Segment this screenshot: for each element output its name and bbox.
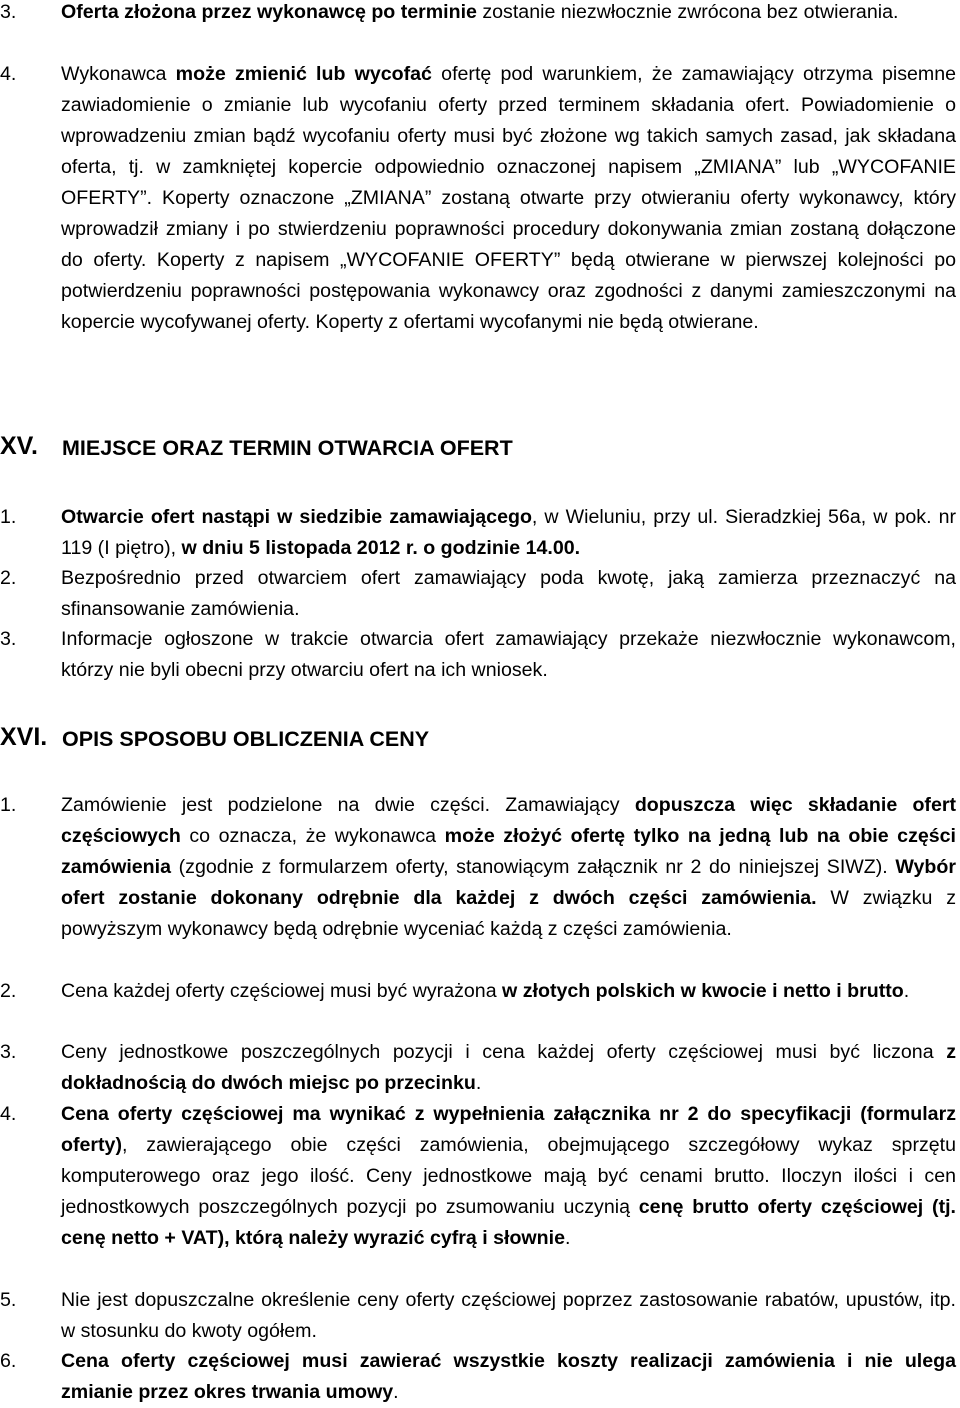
list-item-14-3 (0, 0, 956, 28)
list-item-16-1 (0, 790, 956, 945)
item-text: Wykonawca może zmienić lub wycofać ofertę pod warunkiem, że zamawiający otrzyma pisemne zawiadomienie o zmianie lub wycofaniu oferty przed terminem składania ofert. Powiadomienie o wprowadzeniu zmian bądź wycofaniu oferty musi być złożone wg takich samych zasad, jak składana oferta, tj. w zamkniętej kopercie odpowiednio oznaczonej napisem „ZMIANA” lub „WYCOFANIE OFERTY”. Koperty oznaczone „ZMIANA” zostaną otwarte przy otwieraniu oferty wykonawcy, który wprowadził zmiany i po stwierdzeniu poprawności procedury dokonywania zmian zostaną dołączone do oferty. Koperty z napisem „WYCOFANIE OFERTY” będą otwierane w pierwszej kolejności po potwierdzeniu poprawności postępowania wykonawcy oraz zgodności z danymi zamieszczonymi na kopercie wycofywanej oferty. Koperty z ofertami wycofanymi nie będą otwierane. (61, 63, 956, 333)
list-item-16-5 (0, 1285, 956, 1347)
item-text: Otwarcie ofert nastąpi w siedzibie zamawiającego, w Wieluniu, przy ul. Sieradzkiej 56a, w pok. nr 119 (I piętro), w dniu 5 listopada 2012 r. o godzinie 14.00. (61, 506, 956, 559)
item-text: Informacje ogłoszone w trakcie otwarcia ofert zamawiający przekaże niezwłocznie wykonawcom, którzy nie byli obecni przy otwarciu ofert na ich wniosek. (61, 628, 956, 681)
item-number: 3. (0, 1, 17, 23)
item-number: 1. (0, 794, 17, 816)
item-number: 3. (0, 628, 17, 650)
item-number: 4. (0, 63, 17, 85)
item-text: Oferta złożona przez wykonawcę po terminie zostanie niezwłocznie zwrócona bez otwierania. (61, 1, 899, 23)
section-number: XVI. (0, 723, 48, 751)
list-item-14-4 (0, 59, 956, 338)
list-item-16-2 (0, 976, 956, 1007)
item-number: 4. (0, 1103, 17, 1125)
list-item-16-4 (0, 1099, 956, 1254)
item-number: 2. (0, 567, 17, 589)
item-number: 5. (0, 1289, 17, 1311)
item-number: 3. (0, 1041, 17, 1063)
item-number: 2. (0, 980, 17, 1002)
section-number: XV. (0, 432, 39, 460)
item-text: Bezpośrednio przed otwarciem ofert zamawiający poda kwotę, jaką zamierza przeznaczyć na sfinansowanie zamówienia. (61, 567, 956, 620)
list-item-15-1 (0, 502, 956, 564)
item-text: Nie jest dopuszczalne określenie ceny oferty częściowej poprzez zastosowanie rabatów, upustów, itp. w stosunku do kwoty ogółem. (61, 1289, 956, 1342)
item-text: Cena oferty częściowej ma wynikać z wypełnienia załącznika nr 2 do specyfikacji (formularz oferty), zawierającego obie części zamówienia, obejmującego szczegółowy wykaz sprzętu komputerowego oraz jego ilość. Ceny jednostkowe mają być cenami brutto. Iloczyn ilości i cen jednostkowych poszczególnych pozycji po zsumowaniu uczynią cenę brutto oferty częściowej (tj. cenę netto + VAT), którą należy wyrazić cyfrą i słownie. (61, 1103, 956, 1249)
list-item-15-2 (0, 563, 956, 625)
item-text: Cena oferty częściowej musi zawierać wszystkie koszty realizacji zamówienia i nie ulega zmianie przez okres trwania umowy. (61, 1350, 956, 1403)
list-item-15-3 (0, 624, 956, 686)
list-item-16-3 (0, 1037, 956, 1099)
list-item-16-6 (0, 1346, 956, 1408)
item-number: 1. (0, 506, 17, 528)
item-text: Zamówienie jest podzielone na dwie części. Zamawiający dopuszcza więc składanie ofert częściowych co oznacza, że wykonawca może złożyć ofertę tylko na jedną lub na obie części zamówienia (zgodnie z formularzem oferty, stanowiącym załącznik nr 2 do niniejszej SIWZ). Wybór ofert zostanie dokonany odrębnie dla każdej z dwóch części zamówienia. W związku z powyższym wykonawcy będą odrębnie wyceniać każdą z części zamówienia. (61, 794, 956, 940)
item-text: Cena każdej oferty częściowej musi być wyrażona w złotych polskich w kwocie i netto i brutto. (61, 980, 910, 1002)
section-title: OPIS SPOSOBU OBLICZENIA CENY (62, 727, 430, 751)
item-text: Ceny jednostkowe poszczególnych pozycji i cena każdej oferty częściowej musi być liczona z dokładnością do dwóch miejsc po przecinku. (61, 1041, 956, 1094)
section-title: MIEJSCE ORAZ TERMIN OTWARCIA OFERT (62, 436, 513, 460)
item-number: 6. (0, 1350, 17, 1372)
